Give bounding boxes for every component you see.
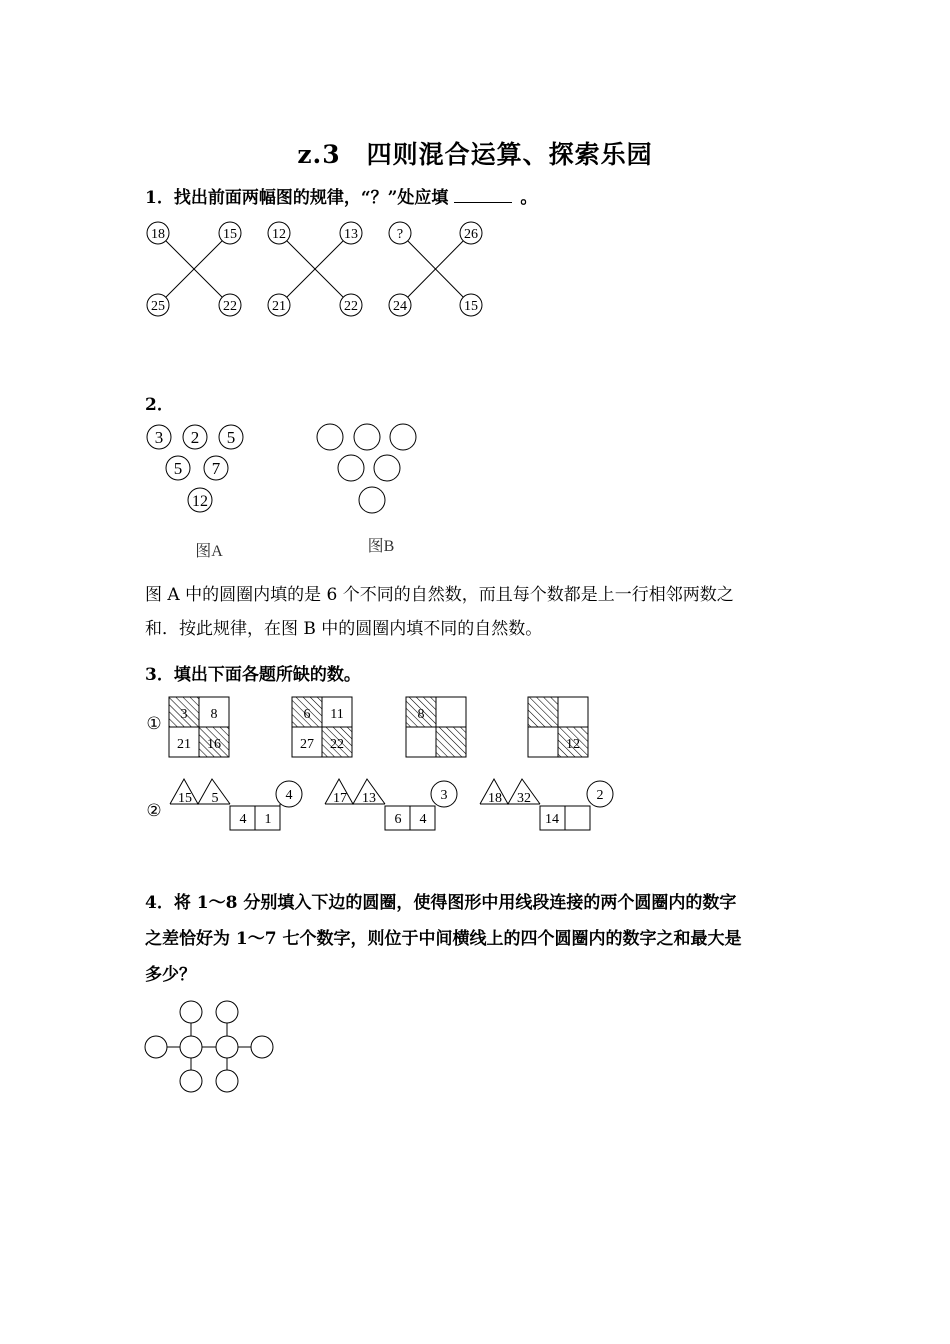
circle-number: 25 <box>151 299 165 314</box>
grid-2 <box>292 697 352 757</box>
circle-number: ? <box>396 227 404 242</box>
grid-number: 12 <box>566 737 580 752</box>
circle-number: 7 <box>211 459 221 478</box>
circle-number: 2 <box>190 428 200 447</box>
question-1-text <box>145 183 537 208</box>
question-2-figures <box>140 420 440 565</box>
question-4-line-1: 4．将 1～8 分别填入下边的圆圈，使得图形中用线段连接的两个圆圈内的数字 <box>145 893 737 913</box>
chain-1 <box>170 779 302 830</box>
grid-number: 16 <box>207 737 221 752</box>
grid-number: 8 <box>417 707 425 722</box>
grid-number: 11 <box>330 707 344 722</box>
circle-number: 12 <box>192 493 208 510</box>
grid-number: 27 <box>300 737 314 752</box>
circle-number: 26 <box>464 227 478 242</box>
circle-number: 12 <box>272 227 286 242</box>
figure-b <box>317 424 416 555</box>
question-4-figure <box>140 995 280 1100</box>
box-number: 1 <box>264 812 272 827</box>
circle-number: 15 <box>464 299 478 314</box>
question-1-prompt: 1．找出前面两幅图的规律，“？”处应填 <box>145 188 449 208</box>
page-title: z.3 四则混合运算、探索乐园 <box>297 140 653 169</box>
empty-circle <box>216 1036 238 1058</box>
cross-figure-3 <box>389 222 482 316</box>
question-2-line-1: 图 A 中的圆圈内填的是 6 个不同的自然数，而且每个数都是上一行相邻两数之 <box>145 585 734 605</box>
question-2-number: 2． <box>145 395 174 415</box>
cross-figure-2 <box>268 222 362 316</box>
circle-number: 21 <box>272 299 286 314</box>
empty-circle <box>180 1070 202 1092</box>
question-2-text <box>145 578 825 646</box>
grid-number: 8 <box>210 707 218 722</box>
figure-a-caption: 图A <box>195 543 223 560</box>
circle-number: 13 <box>344 227 358 242</box>
question-2-line-2: 和．按此规律，在图 B 中的圆圈内填不同的自然数。 <box>145 619 543 639</box>
chain-3 <box>480 779 613 830</box>
empty-circle <box>180 1001 202 1023</box>
box-number: 4 <box>239 812 247 827</box>
question-3-text: 3．填出下面各题所缺的数。 <box>145 665 361 685</box>
chain-2 <box>325 779 457 830</box>
answer-blank <box>454 188 512 203</box>
figure-a <box>147 425 243 560</box>
triangle-number: 32 <box>517 791 531 806</box>
grid-number: 21 <box>177 737 191 752</box>
circle-number: 4 <box>285 788 293 803</box>
empty-circle <box>145 1036 167 1058</box>
circle-number: 3 <box>440 788 448 803</box>
empty-circle <box>216 1001 238 1023</box>
circle-number: 5 <box>173 459 183 478</box>
cross-figure-1 <box>147 222 241 316</box>
box-number: 14 <box>545 812 559 827</box>
circle-number: 24 <box>393 299 407 314</box>
question-4-text <box>145 885 825 993</box>
box-number: 6 <box>394 812 402 827</box>
empty-circle <box>216 1070 238 1092</box>
grid-3 <box>406 697 466 757</box>
circle-number: 2 <box>596 788 604 803</box>
figure-b-caption: 图B <box>367 538 395 555</box>
triangle-number: 17 <box>333 791 347 806</box>
circle-number: 3 <box>154 428 164 447</box>
grid-number: 6 <box>303 707 311 722</box>
circle-number: 22 <box>223 299 237 314</box>
grid-1 <box>169 697 229 757</box>
circle-number: 18 <box>151 227 165 242</box>
triangle-number: 18 <box>488 791 502 806</box>
triangle-number: 15 <box>178 791 192 806</box>
grid-4 <box>528 697 588 757</box>
label-2: ② <box>146 801 162 820</box>
circle-number: 15 <box>223 227 237 242</box>
empty-circle <box>180 1036 202 1058</box>
grid-number: 3 <box>180 707 188 722</box>
grid-number: 22 <box>330 737 344 752</box>
label-1: ① <box>146 714 162 733</box>
question-1-figures <box>140 215 500 325</box>
empty-circle <box>251 1036 273 1058</box>
question-4-line-3: 多少？ <box>145 965 196 985</box>
question-4-line-2: 之差恰好为 1～7 七个数字，则位于中间横线上的四个圆圈内的数字之和最大是 <box>145 929 742 949</box>
box-number: 4 <box>419 812 427 827</box>
triangle-number: 13 <box>362 791 376 806</box>
question-3-figures <box>140 690 640 840</box>
triangle-number: 5 <box>211 791 219 806</box>
circle-number: 22 <box>344 299 358 314</box>
circle-number: 5 <box>226 428 236 447</box>
question-1-end: 。 <box>520 188 538 208</box>
